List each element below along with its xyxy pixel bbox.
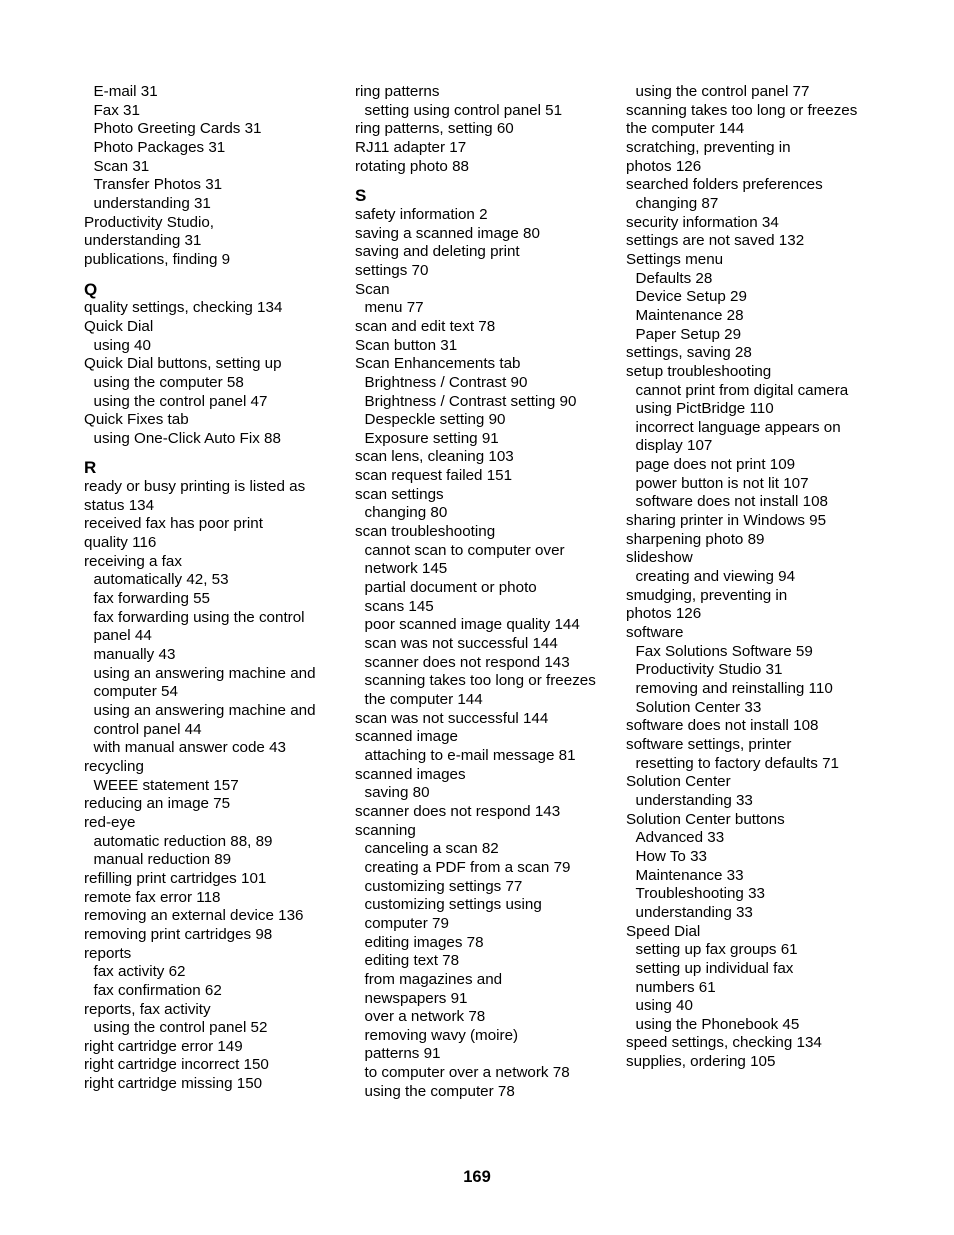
index-entry: Quick Fixes tab [84,411,189,429]
index-subentry: numbers 61 [635,978,716,996]
index-entry: security information 34 [626,213,779,231]
index-entry: Productivity Studio, [84,213,214,231]
index-subentry: removing wavy (moire) [364,1026,519,1044]
index-subentry: Transfer Photos 31 [93,176,223,194]
index-entry: slideshow [626,549,693,567]
index-subentry: cannot scan to computer over [364,541,565,559]
index-entry: ring patterns [355,83,440,100]
index-entry: software [626,624,684,642]
index-entry: scan request failed 151 [355,467,513,485]
index-subentry: incorrect language appears on [635,418,841,436]
index-entry: scan was not successful 144 [355,709,549,727]
index-entry: smudging, preventing in [626,586,788,604]
index-subentry: using One-Click Auto Fix 88 [93,429,281,447]
index-subentry: network 145 [364,560,448,578]
index-entry: sharing printer in Windows 95 [626,512,827,530]
index-subentry: using the control panel 52 [93,1019,268,1037]
index-entry: setup troubleshooting [626,362,772,380]
index-subentry: scanning takes too long or freezes [364,672,596,690]
index-subentry: using 40 [635,997,693,1015]
index-subentry: Fax Solutions Software 59 [635,642,813,660]
index-entry: reports, fax activity [84,1000,211,1018]
index-entry: scan settings [355,485,444,503]
index-entry: recycling [84,757,144,775]
index-entry: sharpening photo 89 [626,530,765,548]
index-subentry: customizing settings using [364,896,542,914]
index-column-3 [626,83,886,1072]
index-entry: scratching, preventing in [626,138,791,156]
index-entry: right cartridge incorrect 150 [84,1056,269,1074]
index-subentry: E-mail 31 [93,83,158,100]
index-entry: scanning takes too long or freezes [626,101,858,119]
index-entry: Quick Dial buttons, setting up [84,355,282,373]
index-entry: settings, saving 28 [626,344,752,362]
index-entry: scanning [355,821,416,839]
index-subentry: using an answering machine and [93,702,316,719]
index-subentry: automatic reduction 88, 89 [93,832,273,850]
index-subentry: Fax 31 [93,101,140,119]
index-entry: photos 126 [626,157,702,175]
index-entry: ring patterns, setting 60 [355,120,514,138]
index-subentry: fax forwarding 55 [93,590,211,608]
index-subentry: setting using control panel 51 [364,101,563,119]
index-entry: scanner does not respond 143 [355,802,561,820]
index-subentry: Maintenance 28 [635,306,744,324]
index-subentry: manual reduction 89 [93,851,232,869]
index-entry: Speed Dial [626,922,701,940]
index-subentry: understanding 31 [93,194,211,212]
index-entry: right cartridge missing 150 [84,1075,263,1093]
index-subentry: Device Setup 29 [635,288,747,306]
index-entry: right cartridge error 149 [84,1037,243,1055]
index-entry: red-eye [84,813,136,831]
index-subentry: control panel 44 [93,720,202,738]
index-subentry: over a network 78 [364,1008,486,1026]
index-subentry: using PictBridge 110 [635,400,774,418]
index-subentry: using the computer 78 [364,1082,515,1100]
index-letter-heading: R [84,458,97,478]
index-subentry: panel 44 [93,627,152,645]
index-subentry: Brightness / Contrast setting 90 [364,392,577,410]
index-subentry: Photo Packages 31 [93,138,226,156]
index-subentry: How To 33 [635,847,707,865]
index-entry: settings are not saved 132 [626,232,805,250]
index-subentry: computer 79 [364,914,449,932]
index-subentry: poor scanned image quality 144 [364,616,580,634]
index-entry: quality settings, checking 134 [84,299,283,317]
index-subentry: computer 54 [93,683,178,701]
index-entry: scan lens, cleaning 103 [355,448,514,466]
index-entry: scanned images [355,765,466,783]
index-subentry: removing and reinstalling 110 [635,680,833,697]
index-subentry: WEEE statement 157 [93,776,239,794]
index-entry: remote fax error 118 [84,888,221,906]
index-subentry: Brightness / Contrast 90 [364,373,528,391]
index-subentry: changing 87 [635,194,719,212]
index-subentry: Solution Center 33 [635,698,762,716]
index-subentry: creating and viewing 94 [635,568,796,586]
index-subentry: Maintenance 33 [635,866,744,884]
index-entry: ready or busy printing is listed as [84,478,306,496]
index-subentry: Paper Setup 29 [635,325,742,343]
index-subentry: changing 80 [364,504,448,522]
index-subentry: Scan 31 [93,157,150,175]
index-subentry: power button is not lit 107 [635,474,809,492]
index-subentry: using the computer 58 [93,373,244,391]
index-subentry: with manual answer code 43 [93,739,286,757]
index-subentry: patterns 91 [364,1045,441,1063]
index-entry: reports [84,944,132,962]
index-entry: publications, finding 9 [84,250,231,268]
index-subentry: using the control panel 47 [93,392,268,410]
index-subentry: display 107 [635,437,713,455]
index-subentry: software does not install 108 [635,493,828,511]
index-entry: searched folders preferences [626,176,823,194]
index-subentry: scanner does not respond 143 [364,653,570,671]
index-subentry: page does not print 109 [635,456,796,474]
index-entry: RJ11 adapter 17 [355,138,467,156]
index-entry: Solution Center [626,773,731,791]
index-subentry: using an answering machine and [93,664,316,682]
index-entry: received fax has poor print [84,515,263,533]
index-subentry: understanding 33 [635,791,753,809]
page-number: 169 [463,1168,491,1186]
index-subentry: Troubleshooting 33 [635,885,765,903]
index-subentry: Productivity Studio 31 [635,661,783,679]
index-subentry: scans 145 [364,597,434,615]
index-entry: understanding 31 [84,232,202,250]
index-subentry: resetting to factory defaults 71 [635,754,839,772]
index-entry: Settings menu [626,250,724,268]
index-subentry: menu 77 [364,299,424,317]
index-subentry: using the Phonebook 45 [635,1015,800,1033]
index-entry: speed settings, checking 134 [626,1034,822,1052]
index-subentry: canceling a scan 82 [364,840,499,858]
index-entry: refilling print cartridges 101 [84,869,267,887]
index-entry: scan and edit text 78 [355,317,496,335]
index-subentry: automatically 42, 53 [93,571,229,589]
index-entry: scanned image [355,728,459,746]
index-entry: photos 126 [626,605,702,623]
index-subentry: scan was not successful 144 [364,635,558,653]
index-entry: reducing an image 75 [84,795,231,813]
index-column-2 [355,83,615,1101]
index-subentry: partial document or photo [364,579,537,597]
index-subentry: fax confirmation 62 [93,981,222,999]
index-entry: saving a scanned image 80 [355,224,540,242]
index-entry: software does not install 108 [626,717,819,735]
index-subentry: using 40 [93,336,151,354]
index-entry: the computer 144 [626,120,745,138]
index-subentry: editing text 78 [364,952,460,970]
index-entry: settings 70 [355,261,429,279]
index-subentry: from magazines and [364,970,503,988]
index-subentry: customizing settings 77 [364,877,523,895]
index-subentry: setting up fax groups 61 [635,941,798,959]
index-entry: safety information 2 [355,205,488,223]
index-entry: Scan Enhancements tab [355,355,521,373]
index-subentry: Advanced 33 [635,829,725,847]
index-subentry: Despeckle setting 90 [364,411,506,429]
index-subentry: editing images 78 [364,933,484,951]
index-subentry: saving 80 [364,784,430,802]
index-subentry: setting up individual fax [635,959,794,977]
index-subentry: Defaults 28 [635,269,713,287]
index-entry: Quick Dial [84,317,154,335]
index-entry: receiving a fax [84,552,182,570]
index-subentry: using the control panel 77 [635,83,810,100]
index-subentry: the computer 144 [364,691,483,708]
index-entry: status 134 [84,496,155,514]
index-entry: Scan [355,280,390,298]
index-subentry: fax forwarding using the control [93,608,305,626]
index-subentry: understanding 33 [635,903,753,921]
index-subentry: Exposure setting 91 [364,429,499,447]
index-subentry: to computer over a network 78 [364,1064,570,1082]
index-entry: supplies, ordering 105 [626,1053,776,1071]
index-entry: Solution Center buttons [626,810,785,828]
index-entry: removing an external device 136 [84,907,304,925]
index-entry: rotating photo 88 [355,157,469,175]
index-entry: software settings, printer [626,735,792,753]
index-subentry: fax activity 62 [93,963,186,981]
index-letter-heading: Q [84,279,98,299]
index-entry: quality 116 [84,534,157,552]
index-entry: Scan button 31 [355,336,458,354]
index-subentry: attaching to e-mail message 81 [364,746,576,764]
index-subentry: Photo Greeting Cards 31 [93,120,262,138]
index-subentry: creating a PDF from a scan 79 [364,858,571,876]
index-subentry: newspapers 91 [364,989,468,1007]
index-letter-heading: S [355,186,367,206]
index-subentry: cannot print from digital camera [635,381,849,399]
index-entry: removing print cartridges 98 [84,925,273,943]
index-entry: scan troubleshooting [355,523,496,541]
index-column-1 [84,83,334,1094]
index-entry: saving and deleting print [355,243,520,261]
index-subentry: manually 43 [93,646,176,664]
